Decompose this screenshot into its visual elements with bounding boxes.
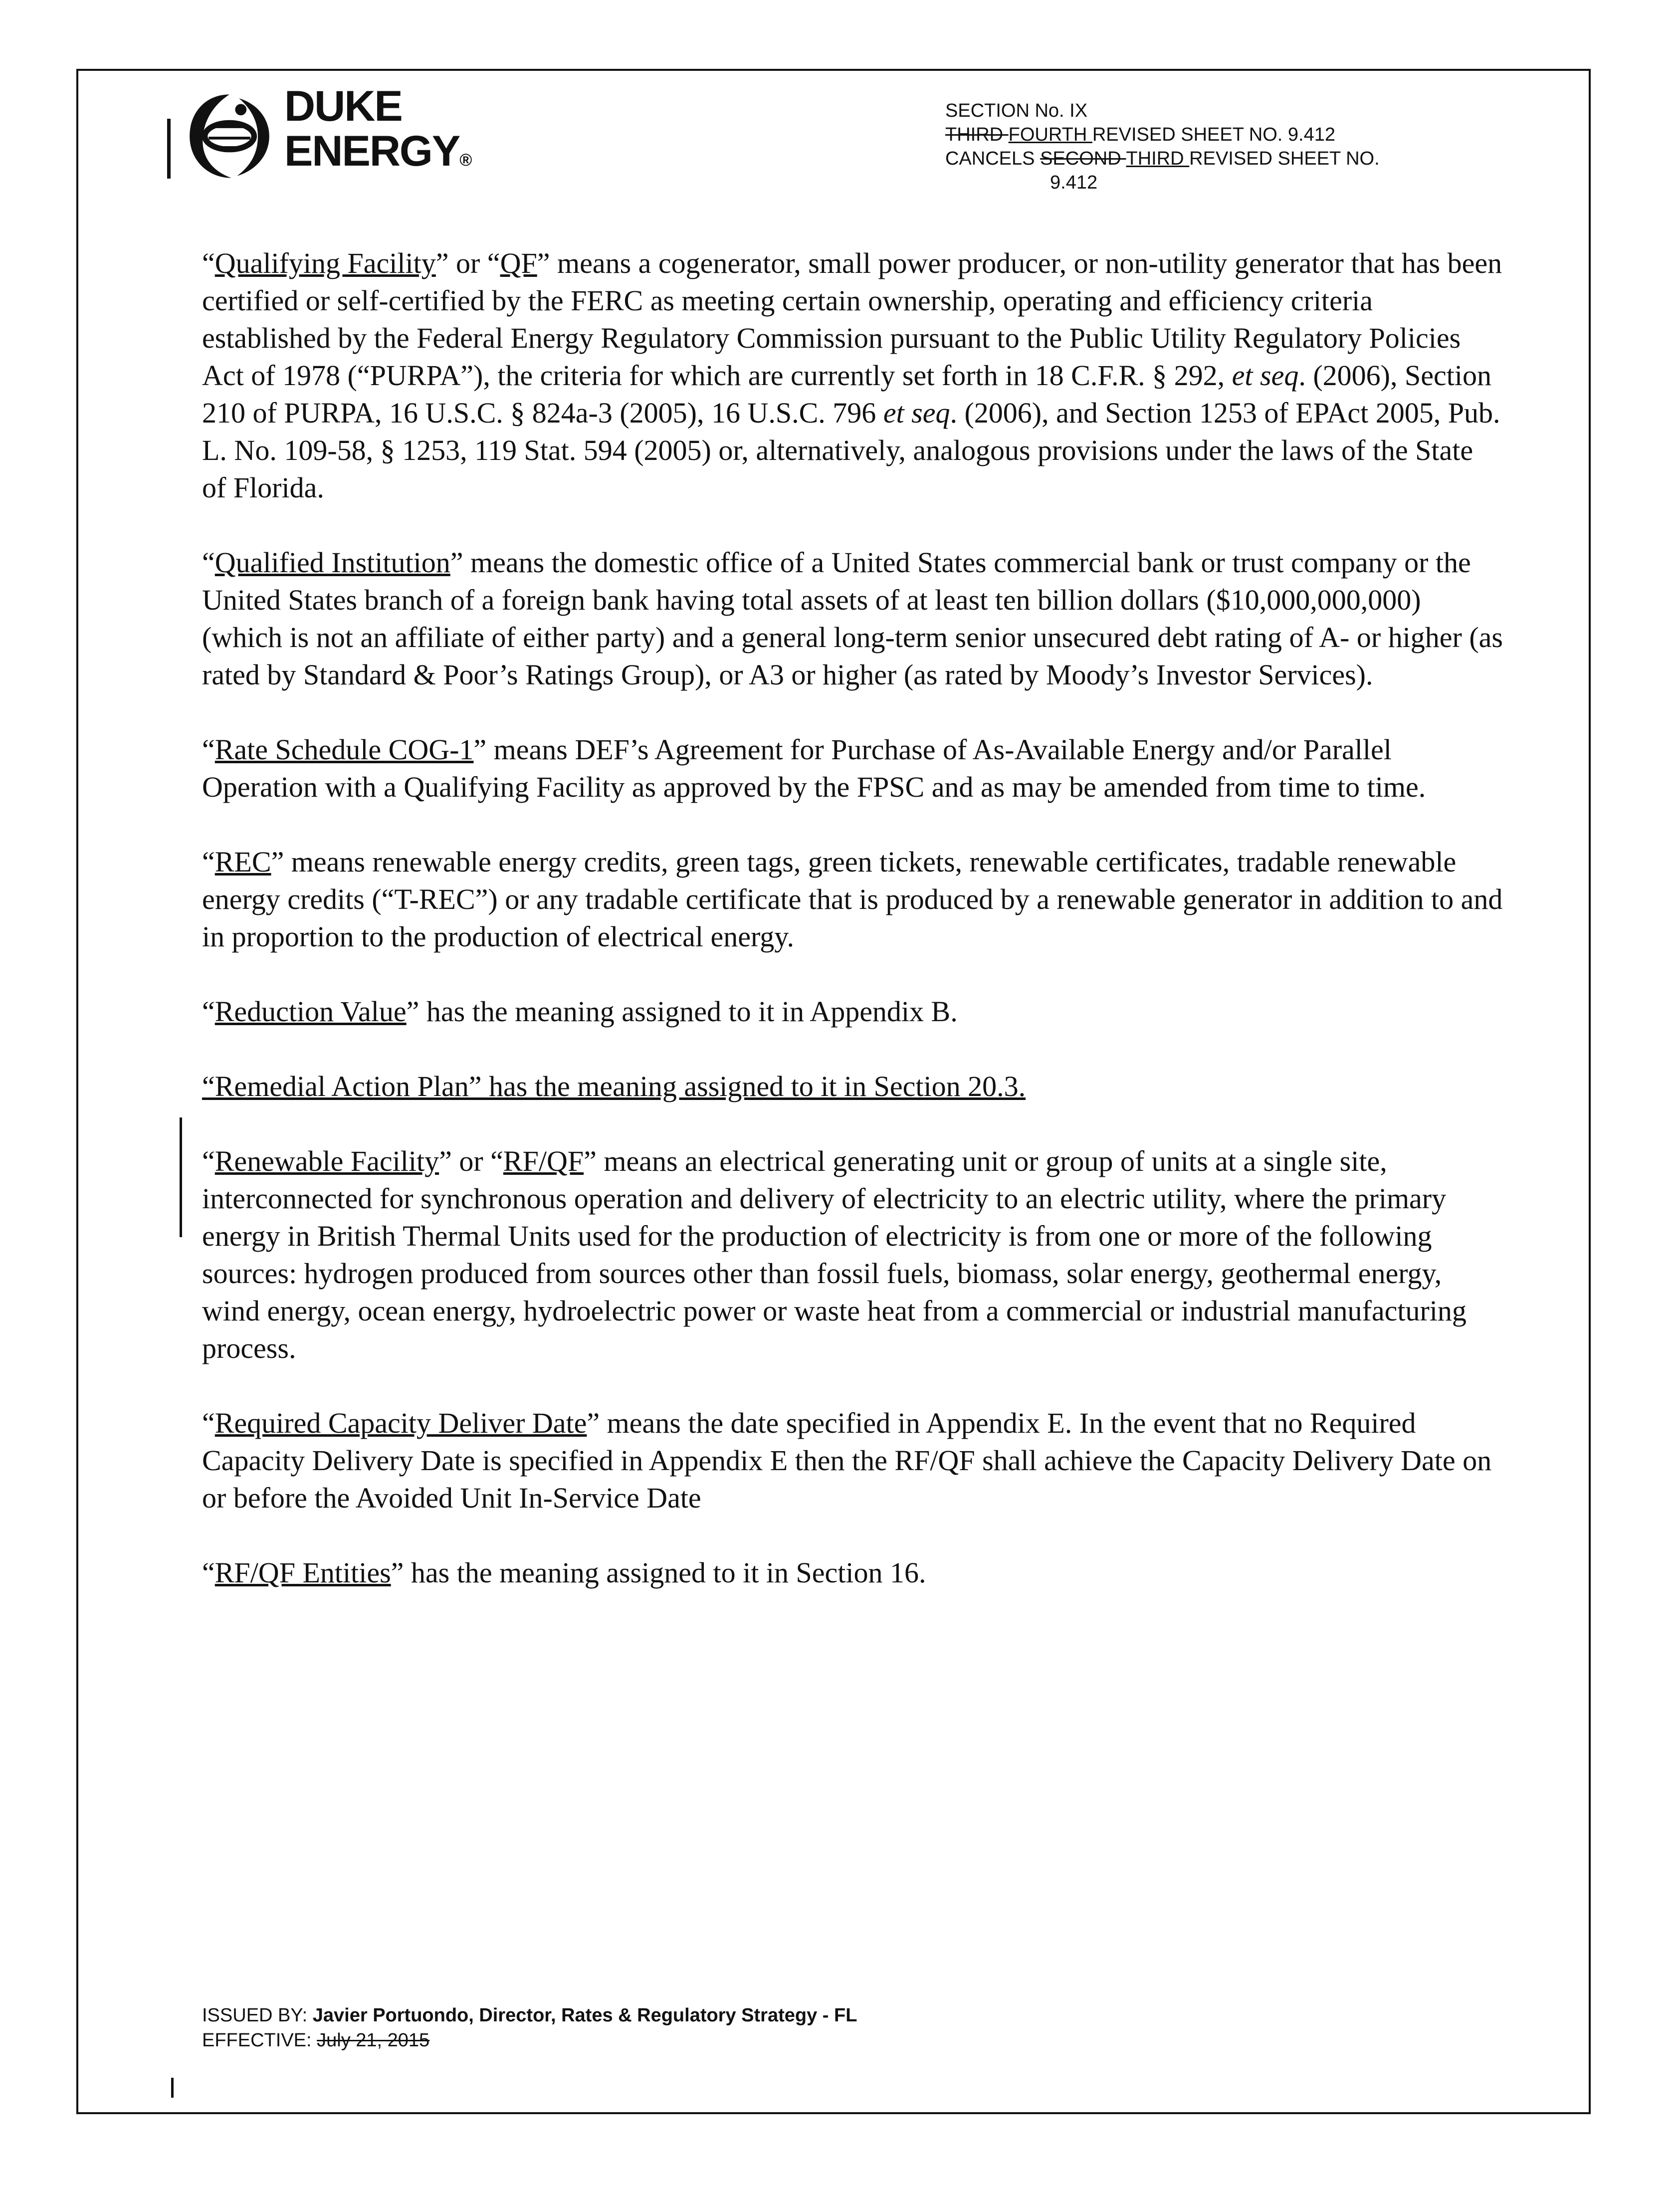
definition-renewable-facility: “Renewable Facility” or “RF/QF” means an electrical generating unit or group of units at a single site, interconnected for synchronous operation and delivery of electricity to an electric utility, where the primary energy in British Thermal Units used for the production of electricity is from one or more of the following sources: hydrogen produced from sources other than fossil fuels, biomass, solar energy, geothermal energy, wind energy, ocean energy, hydroelectric power or waste heat from a commercial or industrial manufacturing process. <box>202 1145 1467 1364</box>
change-bar <box>171 2078 174 2098</box>
definition-rate-schedule-cog1: “Rate Schedule COG-1” means DEF’s Agreement for Purchase of As-Available Energy and/or Parallel Operation with a Qualifying Facility as approved by the FPSC and as may be amended from time to time. <box>202 733 1426 803</box>
logo-divider <box>167 119 171 179</box>
sheet-number: 9.412 <box>1050 172 1098 193</box>
duke-energy-logo <box>167 84 526 184</box>
logo-word-energy: ENERGY <box>284 127 460 175</box>
section-number: SECTION No. IX <box>945 100 1088 121</box>
footer <box>202 2003 857 2053</box>
definition-qualifying-facility: “Qualifying Facility” or “QF” means a cogenerator, small power producer, or non-utility generator that has been certified or self-certified by the FERC as meeting certain ownership, operating and efficiency criteria established by the Federal Energy Regulatory Commission pursuant to the Public Utility Regulatory Policies Act of 1978 (“PURPA”), the criteria for which are currently set forth in 18 C.F.R. § 292, et seq. (2006), Section 210 of PURPA, 16 U.S.C. § 824a-3 (2005), 16 U.S.C. 796 et seq. (2006), and Section 1253 of EPAct 2005, Pub. L. No. 109-58, § 1253, 119 Stat. 594 (2005) or, alternatively, analogous provisions under the laws of the State of Florida. <box>202 247 1502 504</box>
struck-text: SECOND <box>1040 148 1126 169</box>
globe-icon <box>182 89 277 184</box>
struck-text: THIRD <box>945 124 1009 145</box>
cancels-sheet-line: CANCELS SECOND THIRD REVISED SHEET NO. <box>945 148 1380 169</box>
struck-text: July 21, 2015 <box>317 2030 430 2051</box>
definition-required-capacity-delivery-date: “Required Capacity Deliver Date” means the date specified in Appendix E. In the event that no Required Capacity Delivery Date is specified in Appendix E then the RF/QF shall achieve the Capacity Delivery Date on or before the Avoided Unit In-Service Date <box>202 1407 1492 1514</box>
inserted-text: THIRD <box>1126 148 1190 169</box>
definition-qualified-institution: “Qualified Institution” means the domestic office of a United States commercial bank or trust company or the United States branch of a foreign bank having total assets of at least ten billion dollars ($10,000,000,000) (which is not an affiliate of either party) and a general long-term senior unsecured debt rating of A- or higher (as rated by Standard & Poor’s Ratings Group), or A3 or higher (as rated by Moody’s Investor Services). <box>202 546 1503 691</box>
sheet-header <box>945 99 1514 195</box>
document-body <box>202 244 1504 1629</box>
issued-by-line: ISSUED BY: Javier Portuondo, Director, Rates & Regulatory Strategy - FL <box>202 2005 857 2026</box>
definition-rec: “REC” means renewable energy credits, green tags, green tickets, renewable certificates, tradable renewable energy credits (“T-REC”) or any tradable certificate that is produced by a renewable generator in addition to and in proportion to the production of electrical energy. <box>202 846 1503 953</box>
definition-remedial-action-plan: “Remedial Action Plan” has the meaning assigned to it in Section 20.3. <box>202 1070 1026 1102</box>
change-bar <box>180 1117 182 1237</box>
inserted-text: FOURTH <box>1008 124 1092 145</box>
revised-sheet-line: THIRD FOURTH REVISED SHEET NO. 9.412 <box>945 124 1335 145</box>
definition-rfqf-entities: “RF/QF Entities” has the meaning assigned to it in Section 16. <box>202 1556 926 1589</box>
definition-reduction-value: “Reduction Value” has the meaning assigned to it in Appendix B. <box>202 995 958 1028</box>
registered-mark: ® <box>459 151 471 170</box>
logo-word-duke: DUKE <box>284 82 402 130</box>
effective-line: EFFECTIVE: July 21, 2015 <box>202 2030 430 2051</box>
